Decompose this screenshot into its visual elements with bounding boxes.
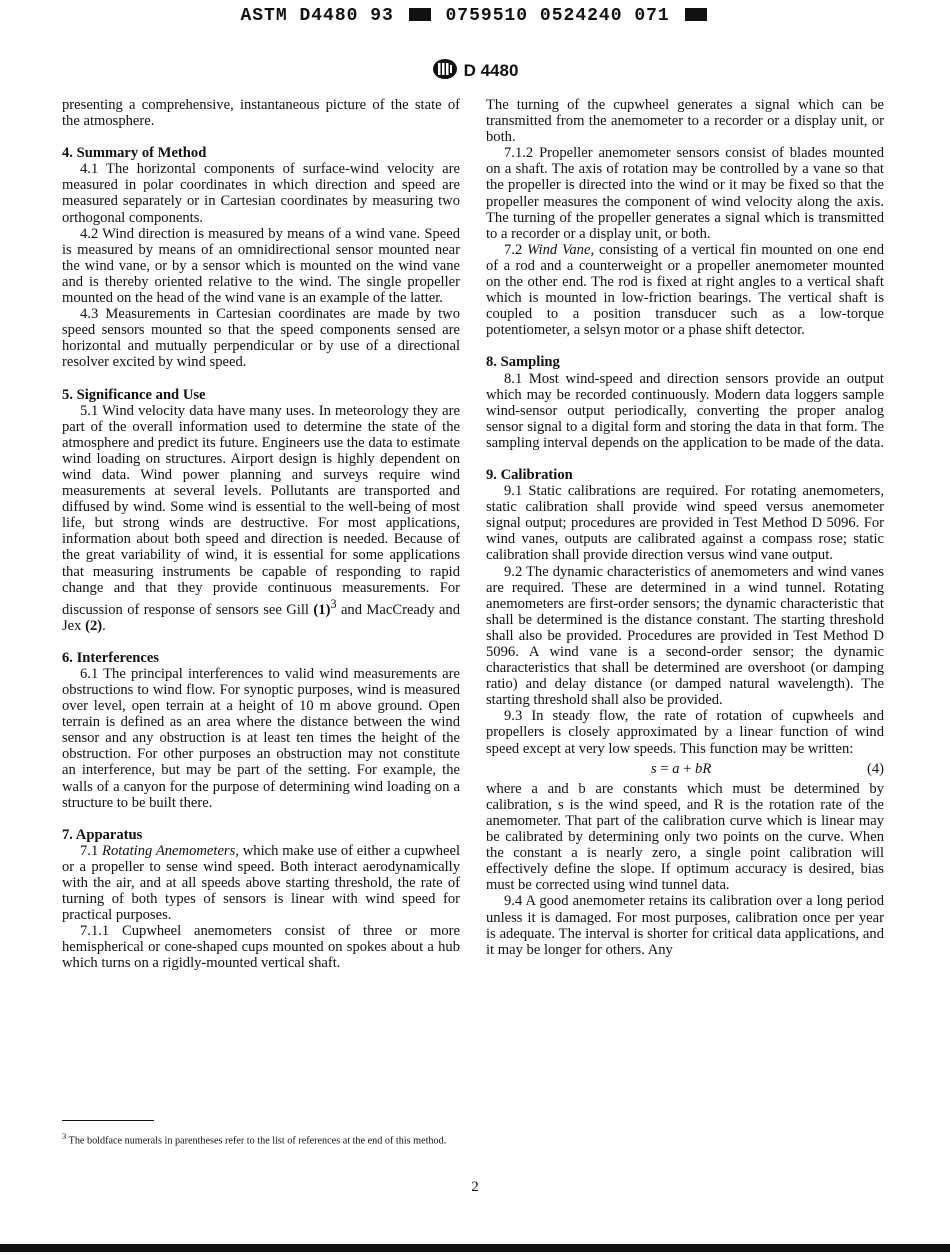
paragraph: 4.1 The horizontal components of surface-wind velocity are measured in polar coordinates in which direction and speed are measured separately or in Cartesian coordinates by measuring two orthogonal components.	[62, 161, 460, 226]
paragraph: 9.3 In steady flow, the rate of rotation of cupwheels and propellers is closely approximated by a linear function of wind speed except at very low speeds. This function may be written:	[486, 708, 884, 757]
black-block-mark	[409, 8, 431, 21]
equation-variable: s	[651, 760, 657, 777]
paragraph: presenting a comprehensive, instantaneous picture of the state of the atmosphere.	[62, 97, 460, 130]
equation-variable: bR	[695, 760, 712, 777]
left-column	[62, 97, 460, 972]
paragraph: The turning of the cupwheel generates a signal which can be transmitted from the anemometer to a recorder or a display unit, or both.	[486, 97, 884, 146]
paragraph: 4.2 Wind direction is measured by means of a wind vane. Speed is measured by means of an omnidirectional sensor mounted near the wind vane, or by a sensor which is mounted on the wind vane and is thereby oriented relative to the wind. The single propeller mounted on the head of the wind vane is an example of the latter.	[62, 225, 460, 307]
paragraph	[62, 843, 460, 923]
page-header	[0, 58, 950, 81]
paragraph: where a and b are constants which must be determined by calibration, s is the wind speed, and R is the rotation rate of the anemometer. That part of the calibration curve which is linear may be calibrated by determining only two points on the curve. When the constant a is nearly zero, a single point calibration will effectively define the slope. If optimum accuracy is desired, bias must be corrected using wind tunnel data.	[486, 780, 884, 894]
footnote-text: The boldface numerals in parentheses refer to the list of references at the end of this method.	[66, 1135, 447, 1147]
section-heading: 5. Significance and Use	[62, 386, 206, 403]
section-heading: 7. Apparatus	[62, 826, 143, 843]
paragraph-number: 7.1	[80, 842, 103, 859]
term: Wind Vane,	[527, 241, 595, 258]
reference-number: (1)	[313, 601, 331, 618]
paragraph-number: 7.2	[504, 241, 528, 258]
footnote-rule	[62, 1120, 154, 1121]
paragraph-text: .	[102, 617, 106, 634]
paragraph: 9.4 A good anemometer retains its calibration over a long period unless it is damaged. For most purposes, calibration once per year is adequate. The interval is shorter for critical data applications, and it may be longer for others. Any	[486, 893, 884, 958]
equation-variable: a	[672, 760, 680, 777]
paragraph: 9.1 Static calibrations are required. For rotating anemometers, static calibration shall provide wind speed versus anemometer signal output; procedures are provided in Test Method D 5096. For wind vanes, outputs are calibrated against a compass rose; static calibration shall provide direction versus wind vane output.	[486, 483, 884, 564]
paragraph-text: and MacCready and Jex	[62, 601, 460, 634]
reference-number: (2)	[85, 617, 103, 634]
section-heading: 9. Calibration	[486, 466, 573, 483]
section-heading: 6. Interferences	[62, 649, 159, 666]
equation	[486, 761, 884, 777]
paragraph: 8.1 Most wind-speed and direction sensors provide an output which may be recorded continuously. Modern data loggers sample wind-sensor output periodically, converting the proper analog sensor signal to a digital form and storing the data in that form. The sampling interval depends on the application to be made of the data.	[486, 370, 884, 451]
paragraph: 4.3 Measurements in Cartesian coordinates are made by two speed sensors mounted so that the speed components sensed are horizontal and mutually perpendicular or by use of a directional resolver excited by wind speed.	[62, 306, 460, 371]
scan-edge-bar	[0, 1244, 950, 1252]
paragraph: 9.2 The dynamic characteristics of anemometers and wind vanes are required. These are determined in a wind tunnel. Rotating anemometers are first-order sensors; the dynamic characteristic that shall be determined is the distance constant. The starting threshold shall also be provided. Procedures are provided in Test Method D 5096. A wind vane is a second-order sensor; the dynamic characteristics that shall be determined are overshoot (or damping ratio) and delay distance (or damped natural wavelength). The starting threshold shall also be provided.	[486, 563, 884, 709]
paragraph-text: which make use of either a cupwheel or a propeller to sense wind speed. Both interact aerodynamically with the air, and at all speeds above starting threshold, the rate of turning of both types of sensors is linear with wind speed for practical purposes.	[62, 842, 461, 924]
paragraph: 7.1.1 Cupwheel anemometers consist of three or more hemispherical or cone-shaped cups mounted on spokes about a hub which turns on a rigidly-mounted vertical shaft.	[62, 923, 460, 972]
paragraph	[62, 403, 460, 634]
term: Rotating Anemometers,	[102, 842, 239, 859]
equation-number: (4)	[866, 760, 884, 777]
designation: D 4480	[463, 61, 519, 80]
page-number: 2	[471, 1179, 479, 1195]
footnote-marker: 3	[330, 596, 337, 611]
document-id-line	[0, 6, 950, 26]
paragraph	[486, 242, 884, 339]
section-heading: 8. Sampling	[486, 354, 560, 371]
equation-expression	[651, 761, 711, 777]
right-column	[486, 97, 884, 958]
paragraph-text: consisting of a vertical fin mounted on one end of a rod and a counterweight or a propeller anemometer mounted on the other end. The rod is fixed at right angles to a vertical shaft which is mounted in low-friction bearings. The vertical shaft is coupled to a position transducer such as a low-torque potentiometer, a selsyn motor or a phase shift detector.	[486, 241, 884, 339]
equation-operator: +	[679, 760, 696, 777]
footnote-marker: 3	[62, 1131, 67, 1141]
paragraph: 7.1.2 Propeller anemometer sensors consist of blades mounted on a shaft. The axis of rotation may be controlled by a vane so that the propeller is directed into the wind or it may be fixed so that the propeller measures the component of wind velocity along the axis. The turning of the propeller generates a signal which is transmitted to a recorder or a display unit, or both.	[486, 145, 884, 242]
paragraph-text: 5.1 Wind velocity data have many uses. In meteorology they are part of the overall information used to determine the state of the atmosphere and predict its future. Engineers use the data to estimate wind loading on structures. Airport design is highly dependent on wind data. Wind power planning and surveys require wind measurements at several levels. Pollutants are transported and diffused by wind. Some wind is essential to the well-being of most life, but strong winds are destructive. For most applications, information about both speed and direction is needed. Because of the great variability of wind, it is essential for some applications that measuring instruments be capable of responding to rapid change and that they provide continuous measurements. For discussion of response of sensors see Gill	[62, 402, 460, 618]
equation-operator: =	[656, 760, 673, 777]
footnote	[62, 1130, 462, 1147]
document-id-text-b: 0759510 0524240 071	[445, 6, 670, 26]
paragraph: 6.1 The principal interferences to valid wind measurements are obstructions to wind flow. For synoptic purposes, wind is measured over level, open terrain at a height of 10 m above ground. Open terrain is defined as an area where the distance between the wind sensor and any obstruction is at least ten times the height of the obstruction. For other purposes an obstruction may not constitute an interference, but may be part of the setting. For example, the walls of a canyon for the purpose of determining wind loading on a structure to be built there.	[62, 665, 460, 811]
section-heading: 4. Summary of Method	[62, 145, 207, 162]
astm-logo-icon	[432, 58, 458, 80]
black-block-mark	[685, 8, 707, 21]
document-id-text-a: ASTM D4480 93	[240, 6, 394, 26]
